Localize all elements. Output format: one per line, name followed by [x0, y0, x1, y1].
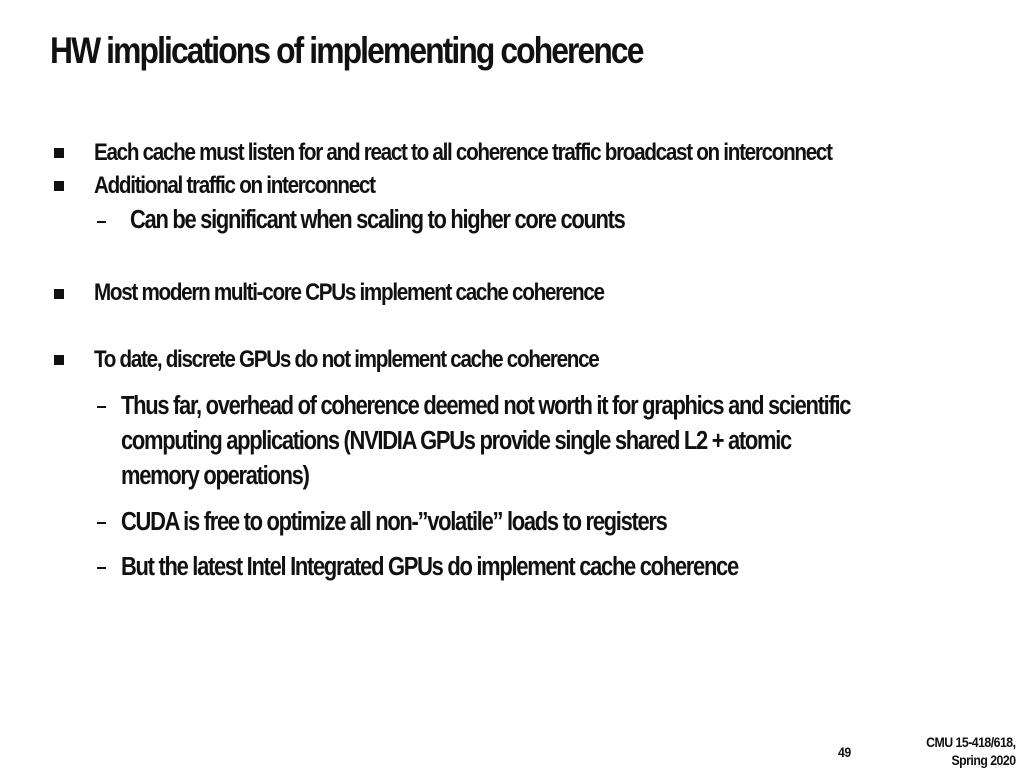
bullet-text: Each cache must listen for and react to all coherence traffic broadcast on interconnect [94, 139, 832, 166]
sub-bullet-text: Thus far, overhead of coherence deemed not worth it for graphics and scientific [121, 392, 851, 420]
slide-title: HW implications of implementing coherence [50, 30, 643, 71]
bullet-marker [54, 181, 64, 191]
course-label-line: Spring 2020 [951, 752, 1016, 768]
sub-bullet-text: Can be significant when scaling to higher core counts [130, 206, 625, 234]
sub-bullet-dash [97, 406, 106, 408]
bullet-text: To date, discrete GPUs do not implement cache coherence [94, 346, 599, 373]
bullet-marker [54, 289, 64, 299]
sub-bullet-dash [97, 522, 106, 524]
sub-bullet-text-continued: memory operations) [121, 462, 309, 490]
sub-bullet-dash [97, 567, 106, 569]
page-number: 49 [838, 744, 851, 760]
course-label-line: CMU 15-418/618, [926, 734, 1016, 750]
sub-bullet-text: CUDA is free to optimize all non-”volatile” loads to registers [121, 508, 667, 536]
bullet-text: Additional traffic on interconnect [94, 172, 375, 199]
bullet-marker [54, 355, 64, 365]
sub-bullet-dash [97, 221, 106, 223]
sub-bullet-text-continued: computing applications (NVIDIA GPUs provide single shared L2 + atomic [121, 427, 791, 455]
sub-bullet-text: But the latest Intel Integrated GPUs do implement cache coherence [121, 553, 738, 581]
bullet-text: Most modern multi-core CPUs implement cache coherence [94, 279, 604, 306]
course-label [927, 733, 1016, 769]
bullet-marker [54, 148, 64, 158]
